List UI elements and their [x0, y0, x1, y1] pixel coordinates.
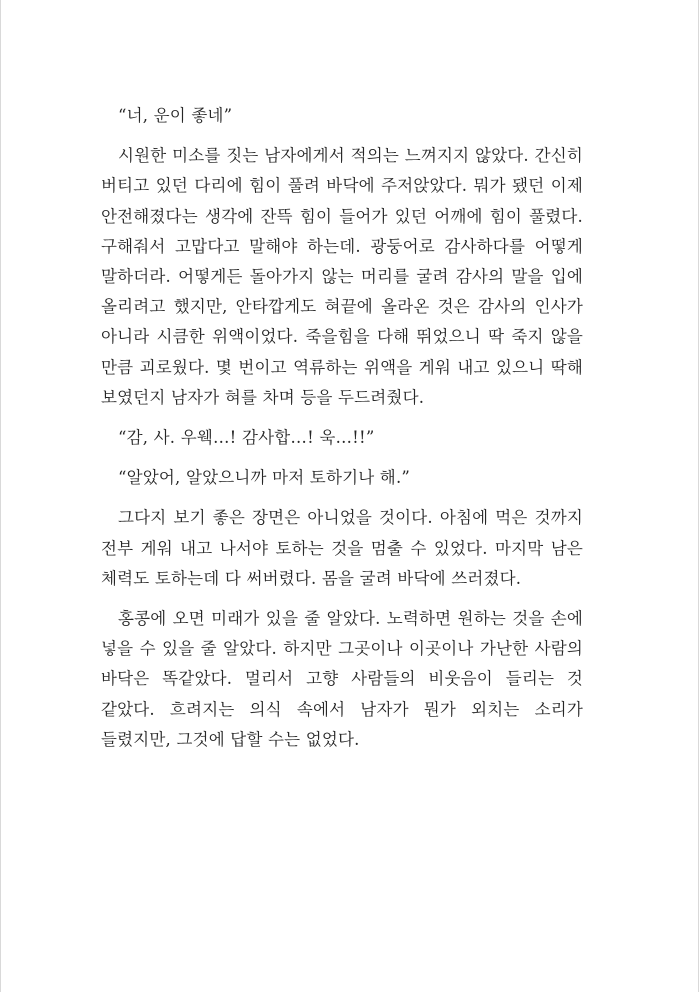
narration-paragraph: 그다지 보기 좋은 장면은 아니었을 것이다. 아침에 먹은 것까지 전부 게워 내고 나서야 토하는 것을 멈출 수 있었다. 마지막 남은 체력도 토하는데 다 써버렸다. 몸을 굴려 바닥에 쓰러졌다.: [101, 508, 583, 588]
story-text: [101, 101, 583, 765]
dialogue-paragraph: “알았어, 알았으니까 마저 토하기나 해.”: [118, 468, 411, 488]
narration-paragraph: 시원한 미소를 짓는 남자에게서 적의는 느껴지지 않았다. 간신히 버티고 있던 다리에 힘이 풀려 바닥에 주저앉았다. 뭐가 됐던 이제 안전해졌다는 생각에 잔뜩 힘이 들어가 있던 어깨에 힘이 풀렸다. 구해줘서 고맙다고 말해야 하는데. 광둥어로 감사하다를 어떻게 말하더라. 어떻게든 돌아가지 않는 머리를 굴려 감사의 말을 입에 올리려고 했지만, 안타깝게도 혀끝에 올라온 것은 감사의 인사가 아니라 시큼한 위액이었다. 죽을힘을 다해 뛰었으니 딱 죽지 않을 만큼 괴로웠다. 몇 번이고 역류하는 위액을 게워 내고 있으니 딱해 보였던지 남자가 혀를 차며 등을 두드려줬다.: [101, 146, 583, 407]
dialogue-paragraph: “너, 운이 좋네”: [118, 106, 233, 125]
document-page: [1, 0, 698, 992]
dialogue-paragraph: “감, 사. 우웩…! 감사합…! 욱…!!”: [118, 428, 375, 448]
narration-paragraph: 홍콩에 오면 미래가 있을 줄 알았다. 노력하면 원하는 것을 손에 넣을 수 있을 줄 알았다. 하지만 그곳이나 이곳이나 가난한 사람의 바닥은 똑같았다. 멀리서 고향 사람들의 비웃음이 들리는 것 같았다. 흐려지는 의식 속에서 남자가 뭔가 외치는 소리가 들렸지만, 그것에 답할 수는 없었다.: [101, 609, 583, 749]
